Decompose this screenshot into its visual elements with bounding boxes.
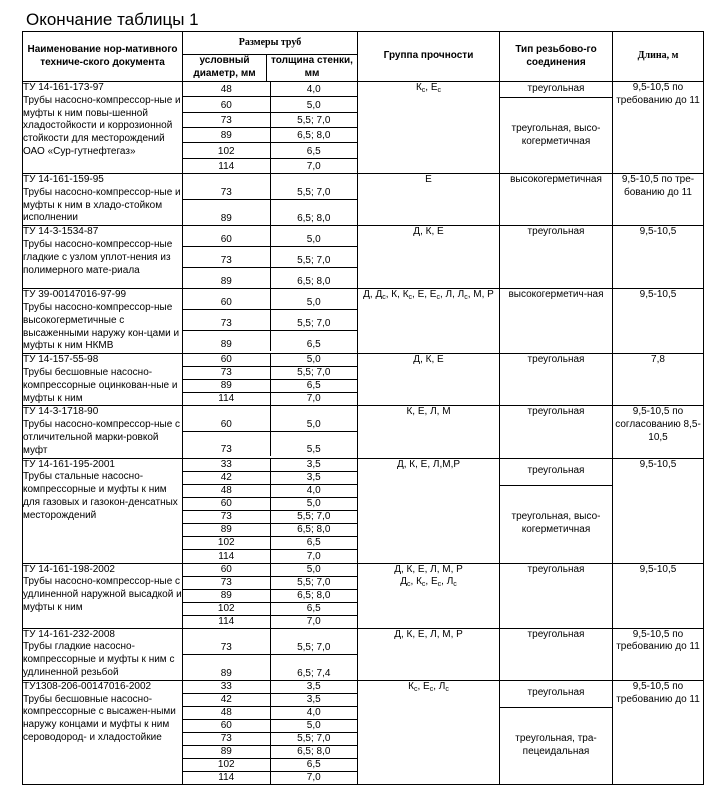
nominal-diameter: 89 xyxy=(183,380,270,393)
table-row xyxy=(23,628,704,680)
wall-thickness: 7,0 xyxy=(270,550,357,563)
size-row xyxy=(183,758,357,771)
size-row xyxy=(183,484,357,497)
sizes-cell xyxy=(183,563,358,628)
document-code: ТУ1308-206-00147016-2002 xyxy=(23,680,152,692)
length-value: 9,5-10,5 по тре-бованию до 11 xyxy=(613,174,704,226)
nominal-diameter: 73 xyxy=(183,310,270,331)
document-title: Трубы насосно-компрессор-ные и муфты к ним в хладо-стойком исполнении xyxy=(23,186,181,224)
size-row xyxy=(183,406,357,431)
nominal-diameter: 48 xyxy=(183,706,270,719)
size-row xyxy=(183,143,357,158)
nominal-diameter: 89 xyxy=(183,589,270,602)
size-row xyxy=(183,693,357,706)
sizes-list xyxy=(183,289,357,351)
wall-thickness: 5,5; 7,0 xyxy=(270,310,357,331)
table-row xyxy=(23,174,704,226)
sizes-list xyxy=(183,406,357,456)
nominal-diameter: 73 xyxy=(183,431,270,456)
thread-type: треугольная xyxy=(500,406,613,458)
nominal-diameter: 89 xyxy=(183,745,270,758)
document-title: Трубы бесшовные насосно-компрессорные оцинкован-ные и муфты к ним xyxy=(23,366,178,404)
header-pipe-sizes: Размеры труб xyxy=(183,32,358,55)
thread-type-option: треугольная, тра-пецеидальная xyxy=(500,707,612,784)
nominal-diameter: 48 xyxy=(183,484,270,497)
size-row xyxy=(183,354,357,367)
size-row xyxy=(183,511,357,524)
thread-type xyxy=(500,680,613,784)
nominal-diameter: 114 xyxy=(183,771,270,784)
size-row xyxy=(183,589,357,602)
size-row xyxy=(183,82,357,97)
wall-thickness: 6,5; 8,0 xyxy=(270,200,357,226)
nominal-diameter: 114 xyxy=(183,393,270,406)
thread-type-option: треугольная xyxy=(527,83,585,95)
document-title: Трубы насосно-компрессор-ные с отличительной марки-ровкой муфт xyxy=(23,419,181,456)
wall-thickness: 7,0 xyxy=(270,158,357,173)
document-cell xyxy=(23,226,183,289)
document-code: ТУ 14-161-173-97 xyxy=(23,82,104,93)
wall-thickness: 5,5 xyxy=(270,431,357,456)
document-cell xyxy=(23,174,183,226)
nominal-diameter: 102 xyxy=(183,602,270,615)
nominal-diameter: 73 xyxy=(183,511,270,524)
table-caption: Окончание таблицы 1 xyxy=(26,10,199,29)
strength-group: Д, К, Е, Л,М,Р xyxy=(358,458,500,563)
size-row xyxy=(183,732,357,745)
strength-group: Д, К, Е xyxy=(358,226,500,289)
table-row xyxy=(23,563,704,628)
nominal-diameter: 60 xyxy=(183,226,270,246)
sizes-list xyxy=(183,226,357,288)
wall-thickness: 5,0 xyxy=(306,297,321,309)
document-cell xyxy=(23,406,183,458)
document-code: ТУ 14-3-1718-90 xyxy=(23,406,99,418)
length-value: 9,5-10,5 xyxy=(613,563,704,628)
document-title: Трубы стальные насосно-компрессорные и муфты к ним для газовых и газокон-денсатных месторождений xyxy=(23,471,178,521)
nominal-diameter: 33 xyxy=(183,459,270,472)
document-cell xyxy=(23,82,183,174)
strength-group: Д, К, Е xyxy=(358,354,500,406)
wall-thickness: 5,0 xyxy=(270,497,357,510)
sizes-list xyxy=(183,82,357,173)
table-row xyxy=(23,354,704,406)
wall-thickness: 5,0 xyxy=(306,234,321,246)
nominal-diameter: 33 xyxy=(183,681,270,694)
length-value: 9,5-10,5 xyxy=(613,226,704,289)
wall-thickness: 5,5; 7,0 xyxy=(270,112,357,127)
size-row xyxy=(183,681,357,694)
wall-thickness: 7,0 xyxy=(270,393,357,406)
header-document-name: Наименование нор-мативного техниче-ского документа xyxy=(23,32,183,82)
nominal-diameter: 60 xyxy=(183,497,270,510)
size-row xyxy=(183,393,357,406)
document-code: ТУ 14-161-159-95 xyxy=(23,174,104,185)
wall-thickness: 3,5 xyxy=(306,680,321,692)
thread-type-option: треугольная, высо-когерметичная xyxy=(500,97,612,173)
nominal-diameter: 60 xyxy=(183,354,270,367)
nominal-diameter: 102 xyxy=(183,537,270,550)
nominal-diameter: 89 xyxy=(183,654,270,680)
thread-type-option: треугольная xyxy=(527,465,585,477)
length-value: 9,5-10,5 по согласованию 8,5-10,5 xyxy=(613,406,704,458)
header-thread-type: Тип резьбово-го соединения xyxy=(500,32,613,82)
size-row xyxy=(183,367,357,380)
document-title: Трубы насосно-компрессор-ные гладкие с узлом уплот-нения из полимерного мате-риала xyxy=(23,238,173,276)
wall-thickness: 6,5; 7,4 xyxy=(270,654,357,680)
wall-thickness: 6,5; 8,0 xyxy=(270,524,357,537)
header-length: Длина, м xyxy=(613,32,704,82)
document-title: Трубы гладкие насосно-компрессорные и муфты к ним с удлиненной резьбой xyxy=(23,641,175,678)
thread-type: треугольная xyxy=(500,226,613,289)
sizes-cell xyxy=(183,406,358,458)
nominal-diameter: 48 xyxy=(183,82,270,97)
nominal-diameter: 89 xyxy=(183,331,270,351)
wall-thickness: 3,5 xyxy=(270,693,357,706)
sizes-list xyxy=(183,629,357,680)
length-value: 9,5-10,5 xyxy=(613,458,704,563)
nominal-diameter: 42 xyxy=(183,693,270,706)
sizes-list xyxy=(183,354,357,405)
nominal-diameter: 60 xyxy=(183,406,270,431)
nominal-diameter: 73 xyxy=(183,629,270,655)
table-row xyxy=(23,458,704,563)
size-row xyxy=(183,158,357,173)
wall-thickness: 4,0 xyxy=(306,84,321,96)
length-value: 9,5-10,5 по требованию до 11 xyxy=(613,680,704,784)
wall-thickness: 6,5 xyxy=(270,758,357,771)
nominal-diameter: 102 xyxy=(183,758,270,771)
nominal-diameter: 42 xyxy=(183,471,270,484)
length-value: 9,5-10,5 по требованию до 11 xyxy=(613,628,704,680)
thread-type-option: треугольная xyxy=(527,687,585,699)
thread-type xyxy=(500,82,613,174)
sizes-cell xyxy=(183,174,358,226)
size-row xyxy=(183,200,357,226)
nominal-diameter: 114 xyxy=(183,158,270,173)
strength-group: $К_с$, $Е_с$ xyxy=(358,82,500,174)
document-cell xyxy=(23,289,183,354)
size-row xyxy=(183,431,357,456)
wall-thickness: 6,5; 8,0 xyxy=(270,745,357,758)
strength-group: Д, К, Е, Л, М, Р $Д_с$, $К_с$, $Е_с$, $Л_с$ xyxy=(358,563,500,628)
nominal-diameter: 60 xyxy=(183,564,270,577)
table-row xyxy=(23,406,704,458)
wall-thickness: 3,5 xyxy=(270,471,357,484)
nominal-diameter: 60 xyxy=(183,289,270,309)
thread-type: высокогерметич-ная xyxy=(500,289,613,354)
size-row xyxy=(183,550,357,563)
size-row xyxy=(183,127,357,142)
document-title: Трубы насосно-компрессор-ные высокогерметичные с высаженными наружу кон-цами и муфты к ним НКМВ xyxy=(23,301,180,352)
strength-group: Е xyxy=(358,174,500,226)
nominal-diameter: 60 xyxy=(183,97,270,112)
size-row xyxy=(183,629,357,655)
wall-thickness: 6,5 xyxy=(270,537,357,550)
document-cell xyxy=(23,680,183,784)
strength-group: $К_с$, $Е_с$, $Л_с$ xyxy=(358,680,500,784)
size-row xyxy=(183,564,357,577)
sizes-cell xyxy=(183,289,358,354)
wall-thickness: 5,5; 7,0 xyxy=(297,187,331,198)
thread-type: треугольная xyxy=(500,354,613,406)
nominal-diameter: 102 xyxy=(183,143,270,158)
thread-type xyxy=(500,458,613,563)
wall-thickness: 5,5; 7,0 xyxy=(270,576,357,589)
wall-thickness: 5,5; 7,0 xyxy=(297,641,331,653)
wall-thickness: 7,0 xyxy=(270,771,357,784)
document-code: ТУ 14-157-55-98 xyxy=(23,354,99,366)
document-title: Трубы бесшовные насосно-компрессорные с высажен-ными наружу концами и муфты к ним сероводород- и хладостойкие xyxy=(23,693,176,743)
size-row xyxy=(183,459,357,472)
header-nominal-diameter: условный диаметр, мм xyxy=(183,55,267,82)
thread-type: высокогерметичная xyxy=(500,174,613,226)
wall-thickness: 6,5; 8,0 xyxy=(270,127,357,142)
document-cell xyxy=(23,458,183,563)
size-row xyxy=(183,654,357,680)
length-value: 9,5-10,5 xyxy=(613,289,704,354)
size-row xyxy=(183,706,357,719)
header-wall-thickness: толщина стенки, мм xyxy=(267,55,358,82)
sizes-list xyxy=(183,174,357,225)
table-row xyxy=(23,289,704,354)
size-row xyxy=(183,745,357,758)
document-code: ТУ 14-161-232-2008 xyxy=(23,628,115,640)
document-code: ТУ 14-161-195-2001 xyxy=(23,458,115,470)
wall-thickness: 5,5; 7,0 xyxy=(270,732,357,745)
document-code: ТУ 14-3-1534-87 xyxy=(23,226,99,238)
wall-thickness: 5,0 xyxy=(270,719,357,732)
nominal-diameter: 89 xyxy=(183,127,270,142)
size-row xyxy=(183,537,357,550)
wall-thickness: 5,5; 7,0 xyxy=(270,247,357,268)
document-title: Трубы насосно-компрессор-ные с удлиненной наружной высадкой и муфты к ним xyxy=(23,576,182,613)
document-code: ТУ 39-00147016-97-99 xyxy=(23,289,127,301)
sizes-cell xyxy=(183,680,358,784)
sizes-cell xyxy=(183,458,358,563)
strength-group: Д, $Д_с$, К, $К_с$, Е, $Е_с$, Л, $Л_с$, М, Р xyxy=(358,289,500,354)
nominal-diameter: 73 xyxy=(183,732,270,745)
size-row xyxy=(183,310,357,331)
document-cell xyxy=(23,354,183,406)
strength-group: К, Е, Л, М xyxy=(358,406,500,458)
size-row xyxy=(183,576,357,589)
size-row xyxy=(183,226,357,246)
pipe-specs-table xyxy=(22,31,704,785)
wall-thickness: 5,5; 7,0 xyxy=(270,511,357,524)
nominal-diameter: 89 xyxy=(183,268,270,288)
wall-thickness: 5,0 xyxy=(306,563,321,575)
sizes-cell xyxy=(183,628,358,680)
size-row xyxy=(183,268,357,288)
nominal-diameter: 73 xyxy=(183,247,270,268)
nominal-diameter: 73 xyxy=(183,112,270,127)
wall-thickness: 5,0 xyxy=(306,418,321,430)
document-code: ТУ 14-161-198-2002 xyxy=(23,563,115,575)
thread-type-option: треугольная, высо-когерметичная xyxy=(500,485,612,563)
size-row xyxy=(183,602,357,615)
wall-thickness: 5,5; 7,0 xyxy=(270,367,357,380)
size-row xyxy=(183,497,357,510)
size-row xyxy=(183,97,357,112)
length-value: 7,8 xyxy=(613,354,704,406)
nominal-diameter: 73 xyxy=(183,367,270,380)
nominal-diameter: 73 xyxy=(183,174,270,200)
document-cell xyxy=(23,563,183,628)
thread-type: треугольная xyxy=(500,628,613,680)
size-row xyxy=(183,615,357,628)
document-title: Трубы насосно-компрессор-ные и муфты к ним повы-шенной хладостойкости и коррозионной стойкости для месторождений ОАО «Сур-гутнефтегаз» xyxy=(23,94,181,157)
size-row xyxy=(183,289,357,309)
sizes-list xyxy=(183,459,357,563)
nominal-diameter: 114 xyxy=(183,615,270,628)
wall-thickness: 6,5 xyxy=(270,602,357,615)
wall-thickness: 6,5; 8,0 xyxy=(270,589,357,602)
nominal-diameter: 114 xyxy=(183,550,270,563)
sizes-cell xyxy=(183,226,358,289)
sizes-cell xyxy=(183,354,358,406)
header-strength-group: Группа прочности xyxy=(358,32,500,82)
nominal-diameter: 89 xyxy=(183,524,270,537)
table-row xyxy=(23,226,704,289)
sizes-list xyxy=(183,681,357,784)
sizes-cell xyxy=(183,82,358,174)
nominal-diameter: 73 xyxy=(183,576,270,589)
nominal-diameter: 60 xyxy=(183,719,270,732)
wall-thickness: 6,5 xyxy=(270,331,357,351)
wall-thickness: 3,5 xyxy=(306,458,321,470)
wall-thickness: 4,0 xyxy=(270,484,357,497)
thread-type: треугольная xyxy=(500,563,613,628)
table-row xyxy=(23,82,704,174)
size-row xyxy=(183,719,357,732)
nominal-diameter: 89 xyxy=(183,200,270,226)
strength-group: Д, К, Е, Л, М, Р xyxy=(358,628,500,680)
size-row xyxy=(183,380,357,393)
length-value: 9,5-10,5 по требованию до 11 xyxy=(613,82,704,174)
size-row xyxy=(183,771,357,784)
table-body xyxy=(23,82,704,785)
size-row xyxy=(183,247,357,268)
wall-thickness: 7,0 xyxy=(270,615,357,628)
wall-thickness: 6,5 xyxy=(270,380,357,393)
size-row xyxy=(183,174,357,200)
wall-thickness: 5,0 xyxy=(306,354,321,366)
size-row xyxy=(183,524,357,537)
wall-thickness: 5,0 xyxy=(270,97,357,112)
wall-thickness: 6,5; 8,0 xyxy=(270,268,357,288)
wall-thickness: 6,5 xyxy=(270,143,357,158)
wall-thickness: 4,0 xyxy=(270,706,357,719)
size-row xyxy=(183,331,357,351)
document-cell xyxy=(23,628,183,680)
sizes-list xyxy=(183,564,357,628)
size-row xyxy=(183,471,357,484)
size-row xyxy=(183,112,357,127)
table-row xyxy=(23,680,704,784)
